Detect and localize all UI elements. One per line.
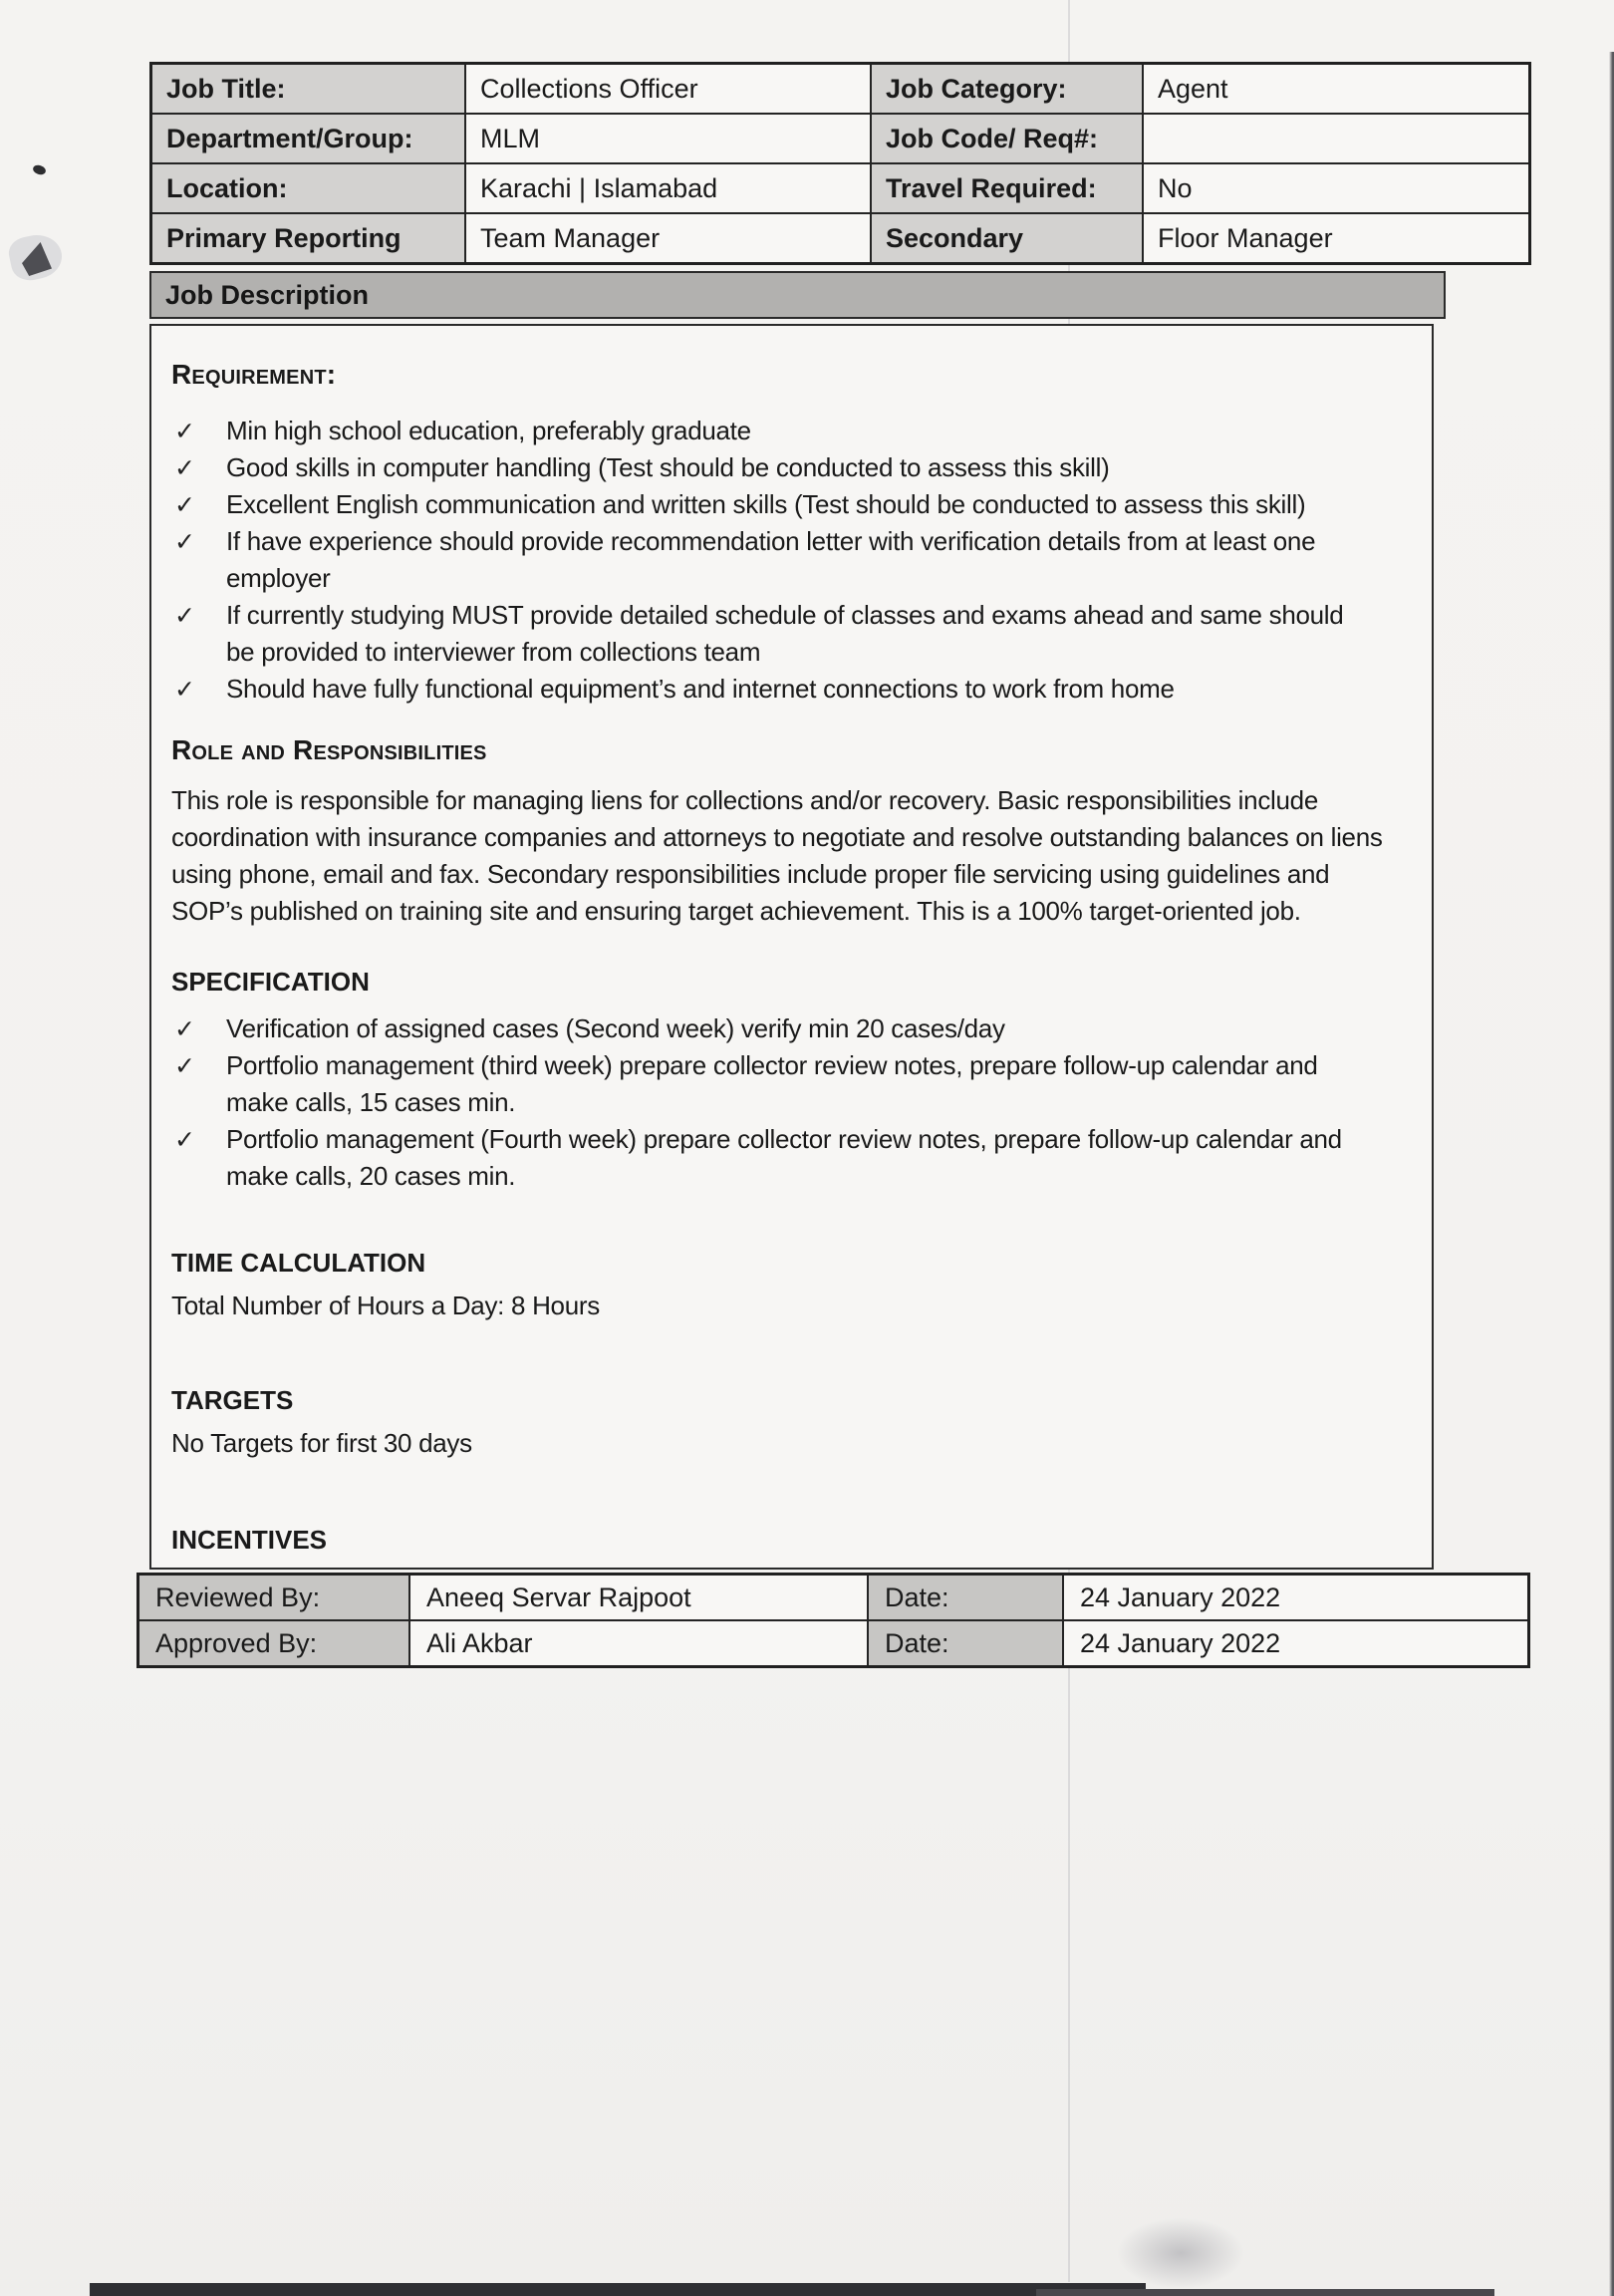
requirement-item-text: If have experience should provide recommendation letter with verification details from at least one employer xyxy=(226,526,1316,593)
table-row xyxy=(151,163,1530,213)
list-item xyxy=(171,413,1412,449)
travel-required-value: No xyxy=(1143,163,1530,213)
table-row xyxy=(151,213,1530,264)
travel-required-label: Travel Required: xyxy=(871,163,1143,213)
approved-by-value: Ali Akbar xyxy=(409,1620,868,1667)
table-row xyxy=(138,1575,1529,1621)
approved-by-label: Approved By: xyxy=(138,1620,410,1667)
primary-reporting-label: Primary Reporting xyxy=(151,213,466,264)
approved-date-label: Date: xyxy=(868,1620,1063,1667)
requirement-item-text: Min high school education, preferably graduate xyxy=(226,416,751,445)
check-icon: ✓ xyxy=(174,601,195,630)
requirement-item-text: Excellent English communication and written skills (Test should be conducted to assess this skill) xyxy=(226,489,1306,519)
location-value: Karachi | Islamabad xyxy=(465,163,871,213)
list-item xyxy=(171,1047,1412,1121)
reviewed-date-label: Date: xyxy=(868,1575,1063,1621)
requirement-list xyxy=(171,413,1412,708)
job-code-label: Job Code/ Req#: xyxy=(871,114,1143,163)
job-category-label: Job Category: xyxy=(871,64,1143,115)
job-description-document xyxy=(149,62,1432,1668)
job-title-value: Collections Officer xyxy=(465,64,871,115)
check-icon: ✓ xyxy=(174,675,195,704)
reviewed-by-label: Reviewed By: xyxy=(138,1575,410,1621)
scan-smudge xyxy=(1116,2217,1245,2289)
requirement-item-text: Good skills in computer handling (Test should be conducted to assess this skill) xyxy=(226,452,1110,482)
list-item xyxy=(171,671,1412,708)
targets-heading: TARGETS xyxy=(171,1385,294,1415)
requirement-item-text: Should have fully functional equipment’s and internet connections to work from home xyxy=(226,674,1175,704)
approved-date-value: 24 January 2022 xyxy=(1063,1620,1529,1667)
check-icon: ✓ xyxy=(174,453,195,482)
section-bar-title: Job Description xyxy=(165,279,370,310)
incentives-text xyxy=(171,1565,1412,1570)
list-item xyxy=(171,1010,1412,1047)
check-icon: ✓ xyxy=(174,1051,195,1080)
table-row xyxy=(151,64,1530,115)
primary-reporting-value: Team Manager xyxy=(465,213,871,264)
secondary-reporting-label: Secondary xyxy=(871,213,1143,264)
table-row xyxy=(138,1620,1529,1667)
job-info-table xyxy=(149,62,1531,265)
time-calculation-heading: TIME CALCULATION xyxy=(171,1248,426,1278)
check-icon: ✓ xyxy=(174,417,195,445)
check-icon: ✓ xyxy=(174,527,195,556)
list-item xyxy=(171,449,1412,486)
job-code-value xyxy=(1143,114,1530,163)
scan-edge-bottom-thin xyxy=(1036,2289,1494,2296)
check-icon: ✓ xyxy=(174,1125,195,1154)
specification-item-text: Verification of assigned cases (Second week) verify min 20 cases/day xyxy=(226,1013,1005,1043)
job-description-section-bar xyxy=(149,271,1446,319)
time-calculation-text: Total Number of Hours a Day: 8 Hours xyxy=(171,1291,600,1320)
requirement-heading: Requirement: xyxy=(171,359,337,390)
reviewed-date-value: 24 January 2022 xyxy=(1063,1575,1529,1621)
secondary-reporting-value: Floor Manager xyxy=(1143,213,1530,264)
specification-list xyxy=(171,1010,1412,1195)
list-item xyxy=(171,1121,1412,1195)
reviewed-by-value: Aneeq Servar Rajpoot xyxy=(409,1575,868,1621)
specification-item-text: Portfolio management (Fourth week) prepare collector review notes, prepare follow-up calendar and make calls, 20 cases min. xyxy=(226,1124,1342,1191)
approval-table xyxy=(136,1573,1530,1668)
job-description-body xyxy=(149,324,1434,1570)
check-icon: ✓ xyxy=(174,1014,195,1043)
table-row xyxy=(151,114,1530,163)
department-value: MLM xyxy=(465,114,871,163)
list-item xyxy=(171,523,1412,597)
targets-text: No Targets for first 30 days xyxy=(171,1428,472,1458)
job-title-label: Job Title: xyxy=(151,64,466,115)
specification-heading: SPECIFICATION xyxy=(171,967,370,997)
scan-edge-right xyxy=(1609,52,1614,2296)
role-responsibilities-paragraph: This role is responsible for managing liens for collections and/or recovery. Basic responsibilities include coordination with insurance companies and attorneys to negotiate and resolve outstanding balances on liens using phone, email and fax. Secondary responsibilities include proper file servicing using guidelines and SOP’s published on training site and ensuring target achievement. This is a 100% target-oriented job. xyxy=(171,785,1383,926)
specification-item-text: Portfolio management (third week) prepare collector review notes, prepare follow-up calendar and make calls, 15 cases min. xyxy=(226,1050,1318,1117)
scan-edge-bottom xyxy=(90,2283,1146,2296)
incentives-heading: INCENTIVES xyxy=(171,1525,328,1555)
list-item xyxy=(171,597,1412,671)
check-icon: ✓ xyxy=(174,490,195,519)
scan-dot-artifact xyxy=(32,163,47,176)
department-label: Department/Group: xyxy=(151,114,466,163)
role-responsibilities-heading: Role and Responsibilities xyxy=(171,734,487,765)
location-label: Location: xyxy=(151,163,466,213)
requirement-item-text: If currently studying MUST provide detailed schedule of classes and exams ahead and same should be provided to interviewer from collections team xyxy=(226,600,1344,667)
list-item xyxy=(171,486,1412,523)
job-category-value: Agent xyxy=(1143,64,1530,115)
